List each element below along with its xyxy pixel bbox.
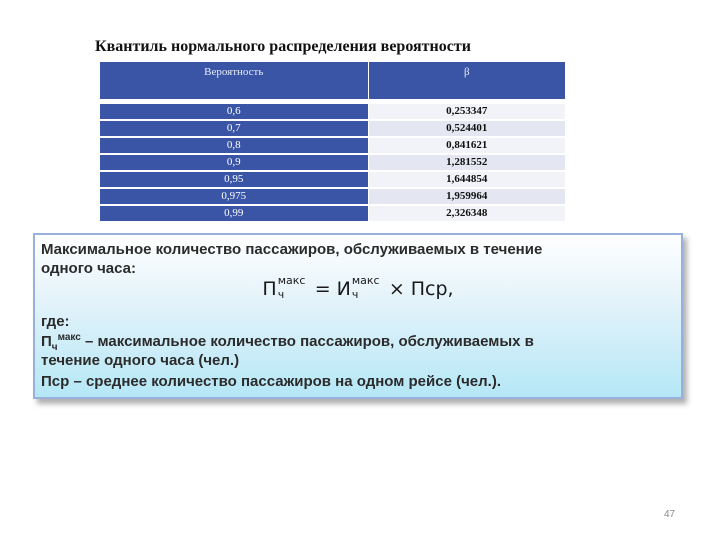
formula-lhs-sub: ч <box>277 288 285 301</box>
def1-symbol: П <box>41 333 52 350</box>
header-probability: Вероятность <box>100 62 368 99</box>
formula-times: × <box>388 278 405 300</box>
formula-lhs: П <box>262 278 277 300</box>
def1-text: – максимальное количество пассажиров, обслуживаемых в <box>80 333 534 350</box>
quantile-table <box>100 62 565 223</box>
cell-probability: 0,95 <box>100 171 368 188</box>
table-row <box>100 137 565 154</box>
slide-title: Квантиль нормального распределения вероятности <box>95 38 471 55</box>
cell-probability: 0,7 <box>100 120 368 137</box>
formula-rhs-sup: макс <box>351 274 380 287</box>
table-row <box>100 205 565 222</box>
table-row <box>100 154 565 171</box>
header-beta: β <box>368 62 565 99</box>
formula <box>35 274 681 301</box>
cell-quantile: 1,281552 <box>368 154 565 171</box>
definition-2: Пср – среднее количество пассажиров на одном рейсе (чел.). <box>41 373 501 390</box>
formula-equals: = <box>314 278 331 300</box>
cell-quantile: 2,326348 <box>368 205 565 222</box>
formula-rhs-sub: ч <box>351 288 359 301</box>
cell-probability: 0,99 <box>100 205 368 222</box>
intro-line-1: Максимальное количество пассажиров, обслуживаемых в течение <box>41 241 543 258</box>
table-row <box>100 120 565 137</box>
cell-probability: 0,9 <box>100 154 368 171</box>
intro-line-2: одного часа: <box>41 260 137 277</box>
cell-probability: 0,6 <box>100 103 368 120</box>
cell-quantile: 0,524401 <box>368 120 565 137</box>
table-row <box>100 103 565 120</box>
page-number: 47 <box>664 509 676 520</box>
definition-1 <box>41 332 534 353</box>
def1-sup: макс <box>57 332 81 343</box>
formula-factor: Пср, <box>410 278 454 300</box>
cell-quantile: 1,959964 <box>368 188 565 205</box>
def1-sub: ч <box>51 342 58 353</box>
table-row <box>100 188 565 205</box>
cell-quantile: 0,841621 <box>368 137 565 154</box>
definition-1-cont: течение одного часа (чел.) <box>41 352 240 369</box>
formula-rhs: И <box>336 278 351 300</box>
cell-probability: 0,975 <box>100 188 368 205</box>
where-label: где: <box>41 313 70 330</box>
formula-lhs-sup: макс <box>277 274 306 287</box>
table-row <box>100 171 565 188</box>
cell-quantile: 0,253347 <box>368 103 565 120</box>
definition-box <box>33 233 683 399</box>
cell-quantile: 1,644854 <box>368 171 565 188</box>
cell-probability: 0,8 <box>100 137 368 154</box>
